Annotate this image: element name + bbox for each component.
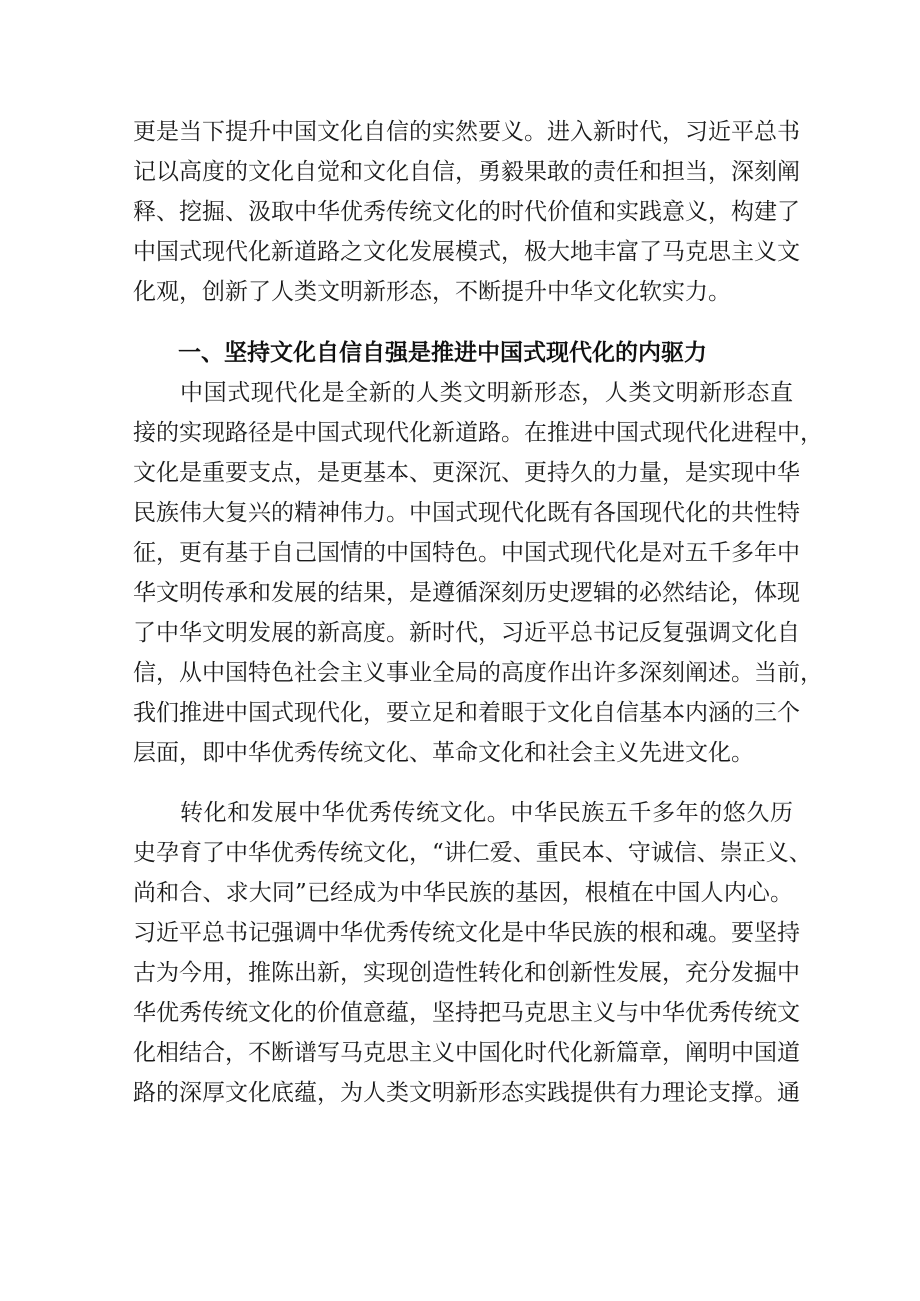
paragraph-line: 文化是重要支点，是更基本、更深沉、更持久的力量，是实现中华 bbox=[133, 460, 800, 486]
paragraph-line: 民族伟大复兴的精神伟力。中国式现代化既有各国现代化的共性特 bbox=[133, 500, 800, 526]
paragraph-line: 更是当下提升中国文化自信的实然要义。进入新时代，习近平总书 bbox=[133, 119, 800, 145]
paragraph-line: 我们推进中国式现代化，要立足和着眼于文化自信基本内涵的三个 bbox=[133, 700, 800, 726]
paragraph-line: 史孕育了中华优秀传统文化，“讲仁爱、重民本、守诚信、崇正义、 bbox=[133, 840, 812, 866]
paragraph-line: 层面，即中华优秀传统文化、革命文化和社会主义先进文化。 bbox=[133, 740, 754, 766]
paragraph-line: 中国式现代化新道路之文化发展模式，极大地丰富了马克思主义文 bbox=[133, 239, 800, 265]
paragraph-line: 古为今用，推陈出新，实现创造性转化和创新性发展，充分发掘中 bbox=[133, 960, 800, 986]
paragraph-line: 了中华文明发展的新高度。新时代，习近平总书记反复强调文化自 bbox=[133, 620, 800, 646]
paragraph-line: 化观，创新了人类文明新形态，不断提升中华文化软实力。 bbox=[133, 279, 731, 305]
paragraph-line: 释、挖掘、汲取中华优秀传统文化的时代价值和实践意义，构建了 bbox=[133, 199, 800, 225]
paragraph-line: 信，从中国特色社会主义事业全局的高度作出许多深刻阐述。当前， bbox=[133, 660, 823, 686]
paragraph-line: 路的深厚文化底蕴，为人类文明新形态实践提供有力理论支撑。通 bbox=[133, 1080, 800, 1106]
paragraph-line: 中国式现代化是全新的人类文明新形态，人类文明新形态直 bbox=[180, 380, 793, 406]
section-heading: 一、坚持文化自信自强是推进中国式现代化的内驱力 bbox=[178, 340, 707, 366]
paragraph-line: 习近平总书记强调中华优秀传统文化是中华民族的根和魂。要坚持 bbox=[133, 920, 800, 946]
paragraph-line: 尚和合、求大同”已经成为中华民族的基因，根植在中国人内心。 bbox=[133, 880, 793, 906]
paragraph-line: 征，更有基于自己国情的中国特色。中国式现代化是对五千多年中 bbox=[133, 540, 800, 566]
paragraph-line: 华优秀传统文化的价值意蕴，坚持把马克思主义与中华优秀传统文 bbox=[133, 1000, 800, 1026]
paragraph-line: 接的实现路径是中国式现代化新道路。在推进中国式现代化进程中， bbox=[133, 420, 823, 446]
paragraph-line: 记以高度的文化自觉和文化自信，勇毅果敢的责任和担当，深刻阐 bbox=[133, 159, 800, 185]
paragraph-line: 转化和发展中华优秀传统文化。中华民族五千多年的悠久历 bbox=[180, 800, 793, 826]
paragraph-line: 华文明传承和发展的结果，是遵循深刻历史逻辑的必然结论，体现 bbox=[133, 580, 800, 606]
paragraph-line: 化相结合，不断谱写马克思主义中国化时代化新篇章，阐明中国道 bbox=[133, 1040, 800, 1066]
